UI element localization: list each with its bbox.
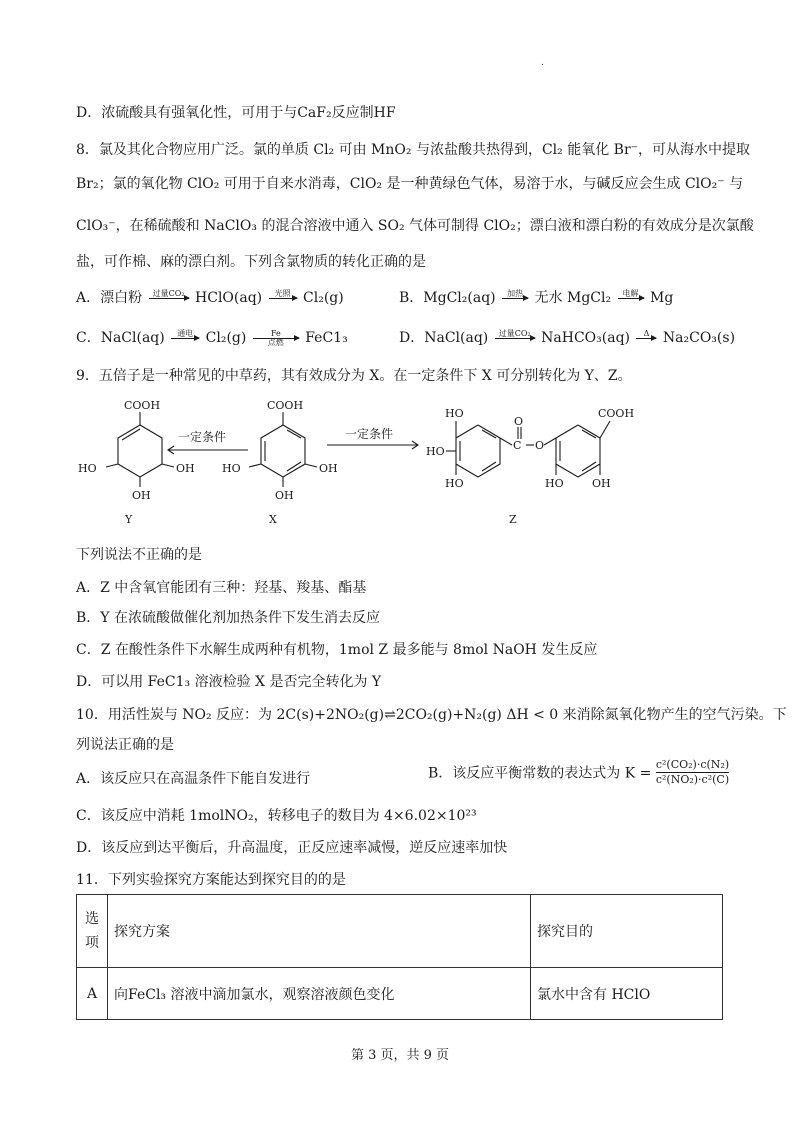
z-cooh: COOH: [598, 407, 635, 420]
q10-stem-line-1: 10．用活性炭与 NO₂ 反应：为 2C(s)+2NO₂(g)⇌2CO₂(g)+N₂(g) ΔH < 0 来消除氮氧化物产生的空气污染。下: [76, 707, 787, 723]
z-ester-c: C: [513, 439, 522, 452]
y-ho-left: HO: [78, 462, 97, 475]
y-oh-right: OH: [176, 462, 195, 475]
q9-stem: 9．五倍子是一种常见的中草药，其有效成分为 X。在一定条件下 X 可分别转化为 Y、Z。: [76, 368, 632, 384]
q10-option-b: B．该反应平衡常数的表达式为 K = $\frac{\text{c²(CO₂)·c(N₂)}}{\text{c²(NO₂)·c²(C)}}$: [428, 758, 730, 786]
row-option: A: [77, 968, 108, 1020]
experiment-table: [76, 894, 723, 1020]
q9-option-c: C．Z 在酸性条件下水解生成两种有机物，1mol Z 最多能与 8mol NaOH 发生反应: [76, 642, 598, 658]
header-option: 选项: [77, 895, 108, 968]
z-ho-bottom: HO: [445, 477, 464, 490]
page-dot: .: [541, 58, 544, 68]
q9-option-a: A．Z 中含氧官能团有三种：羟基、羧基、酯基: [76, 580, 367, 596]
x-cooh: COOH: [267, 399, 304, 412]
q10-option-c: C．该反应中消耗 1molNO₂，转移电子的数目为 4×6.02×10²³: [76, 808, 477, 824]
row-plan: 向FeCl₃ 溶液中滴加氯水，观察溶液颜色变化: [108, 968, 531, 1020]
molecule-z: [446, 421, 610, 477]
table-header-row: [77, 895, 723, 968]
q8-stem-line-4: 盐，可作棉、麻的漂白剂。下列含氯物质的转化正确的是: [76, 254, 426, 270]
z-ester-o-double: O: [514, 415, 524, 428]
q8-option-c: C．NaCl(aq) 通电 Cl₂(g) Fe 点燃 FeC1₃: [76, 328, 348, 347]
q8-option-a: A．漂白粉 过量CO₂ HClO(aq) 光照 Cl₂(g): [76, 288, 344, 306]
x-oh-bottom: OH: [275, 489, 294, 502]
equilibrium-fraction: $\frac{\text{c²(CO₂)·c(N₂)}}{\text{c²(NO₂)·c²(C)}}$: [655, 758, 730, 786]
z-ho-lower-left: HO: [545, 477, 564, 490]
q7-option-d: D．浓硫酸具有强氧化性，可用于与CaF₂反应制HF: [76, 105, 396, 121]
right-arrow-label: 一定条件: [345, 427, 394, 441]
x-ho-left: HO: [222, 462, 241, 475]
q9-option-d: D．可以用 FeC1₃ 溶液检验 X 是否完全转化为 Y: [76, 674, 382, 690]
page-footer: 第 3 页，共 9 页: [350, 1048, 450, 1063]
z-ho-top: HO: [445, 407, 464, 420]
q9-structures-figure: [0, 395, 800, 535]
y-cooh: COOH: [124, 399, 161, 412]
table-row: [77, 968, 723, 1020]
molecule-x: [249, 412, 317, 487]
q8-option-b: B．MgCl₂(aq) 加热 无水 MgCl₂ 电解 Mg: [399, 288, 674, 306]
z-label: Z: [509, 513, 517, 526]
q8-stem-line-1: 8．氯及其化合物应用广泛。氯的单质 Cl₂ 可由 MnO₂ 与浓盐酸共热得到，Cl₂ 能氧化 Br⁻，可从海水中提取: [76, 142, 751, 158]
left-arrow-label: 一定条件: [178, 430, 227, 444]
left-arrow: [168, 446, 248, 454]
z-oh-lower-right: OH: [592, 477, 611, 490]
q10-option-d: D．该反应到达平衡后，升高温度，正反应速率减慢，逆反应速率加快: [76, 840, 508, 856]
q10-option-a: A．该反应只在高温条件下能自发进行: [76, 771, 311, 787]
header-purpose: 探究目的: [531, 895, 723, 968]
row-purpose: 氯水中含有 HClO: [531, 968, 723, 1020]
header-plan: 探究方案: [108, 895, 531, 968]
q10-stem-line-2: 列说法正确的是: [76, 737, 174, 753]
x-oh-right: OH: [319, 462, 338, 475]
x-label: X: [269, 513, 277, 526]
y-oh-bottom: OH: [132, 489, 151, 502]
q11-stem: 11．下列实验探究方案能达到探究目的的是: [76, 872, 346, 888]
q8-stem-line-2: Br₂；氯的氧化物 ClO₂ 可用于自来水消毒，ClO₂ 是一种黄绿色气体，易溶于水，与碱反应会生成 ClO₂⁻ 与: [76, 176, 744, 192]
right-arrow: [327, 441, 418, 449]
q8-stem-line-3: ClO₃⁻，在稀硫酸和 NaClO₃ 的混合溶液中通入 SO₂ 气体可制得 ClO₂；漂白液和漂白粉的有效成分是次氯酸: [76, 218, 754, 234]
y-label: Y: [125, 513, 133, 526]
q9-prompt: 下列说法不正确的是: [76, 547, 202, 563]
q8-option-d: D．NaCl(aq) 过量CO₂ NaHCO₃(aq) Δ Na₂CO₃(s): [399, 328, 736, 346]
z-ho-middle: HO: [426, 445, 445, 458]
q9-option-b: B．Y 在浓硫酸做催化剂加热条件下发生消去反应: [76, 610, 380, 626]
molecule-y: [106, 412, 174, 487]
z-ester-o: O: [535, 439, 545, 452]
